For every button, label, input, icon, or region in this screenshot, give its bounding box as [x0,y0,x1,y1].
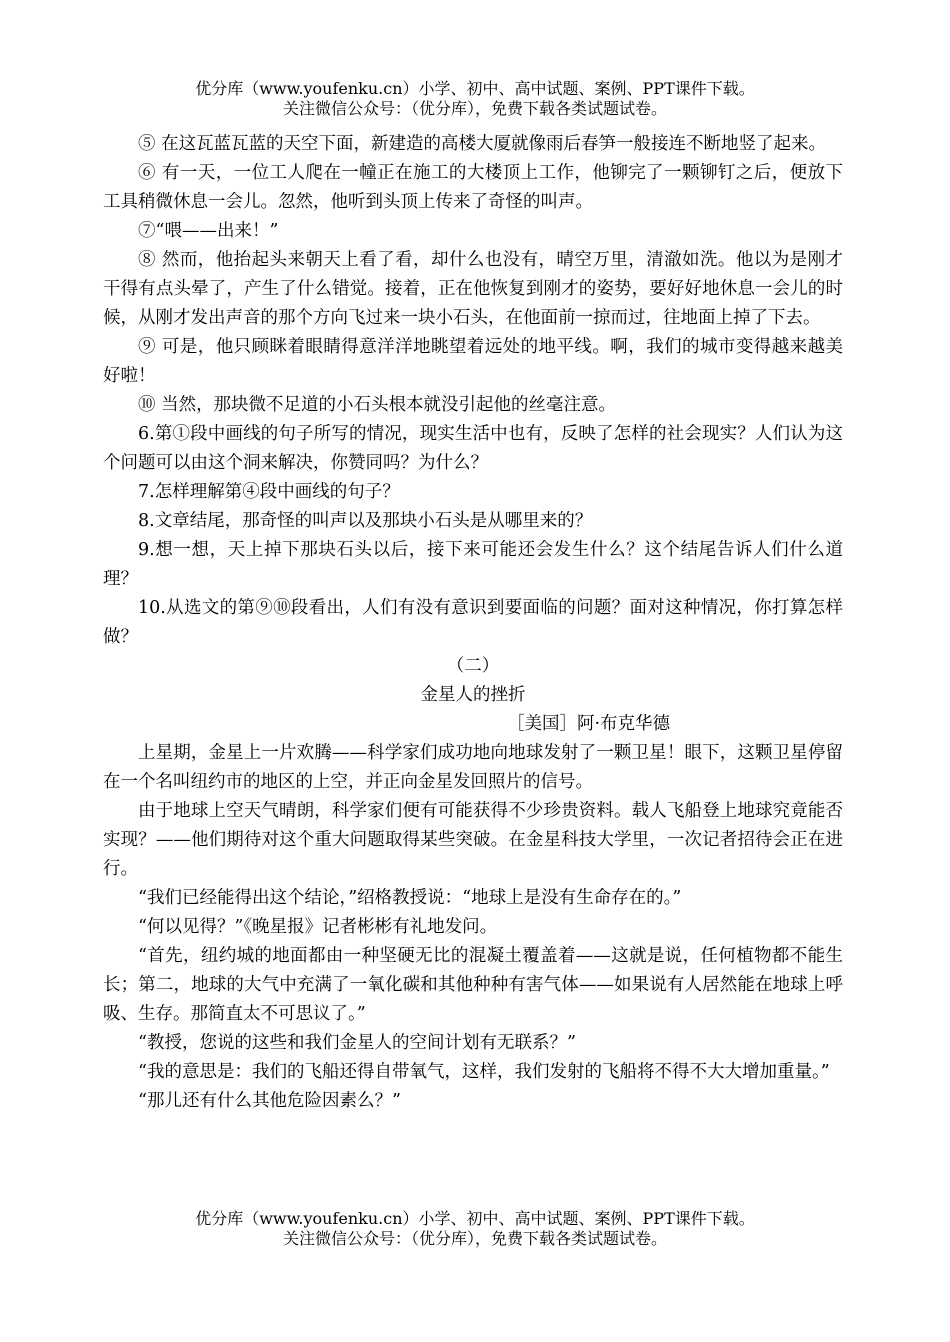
header-line-2: 关注微信公众号：（优分库），免费下载各类试题试卷。 [282,99,667,118]
article-paragraph: “何以见得？”《晚星报》记者彬彬有礼地发问。 [138,917,498,937]
question-6: 6.第①段中画线的句子所写的情况，现实生活中也有，反映了怎样的社会现实？人们认为这个问题可以由这个洞来解决，你赞同吗？为什么？ [103,424,843,473]
article-paragraph: 上星期，金星上一片欢腾——科学家们成功地向地球发射了一颗卫星！眼下，这颗卫星停留在一个名叫纽约市的地区的上空，并正向金星发回照片的信号。 [103,743,843,792]
article-paragraph: “教授，您说的这些和我们金星人的空间计划有无联系？” [138,1033,576,1053]
footer-line-2: 关注微信公众号：（优分库），免费下载各类试题试卷。 [282,1229,667,1248]
paragraph-8: ⑧ 然而，他抬起头来朝天上看了看，却什么也没有，晴空万里，清澈如洗。他以为是刚才干得有点头晕了，产生了什么错觉。接着，正在他恢复到刚才的姿势，要好好地休息一会儿的时候，从刚才发出声音的那个方向飞过来一块小石头，在他面前一掠而过，往地面上掉了下去。 [103,250,843,328]
article-paragraph: 由于地球上空天气晴朗，科学家们便有可能获得不少珍贵资料。载人飞船登上地球究竟能否实现？——他们期待对这个重大问题取得某些突破。在金星科技大学里，一次记者招待会正在进行。 [103,801,843,879]
article-paragraph: “我的意思是：我们的飞船还得自带氧气，这样，我们发射的飞船将不得不大大增加重量。” [138,1062,830,1082]
article-paragraph: “那儿还有什么其他危险因素么？” [138,1091,401,1111]
question-7: 7.怎样理解第④段中画线的句子？ [138,482,400,502]
page-footer [0,1209,950,1249]
document-body [103,130,843,1116]
page-header [0,79,950,119]
header-line-1: 优分库（www.youfenku.cn）小学、初中、高中试题、案例、PPT课件下载。 [195,79,755,98]
article-title: 金星人的挫折 [420,685,526,705]
paragraph-9: ⑨ 可是，他只顾眯着眼睛得意洋洋地眺望着远处的地平线。啊，我们的城市变得越来越美好啦！ [103,337,843,386]
paragraph-6: ⑥ 有一天，一位工人爬在一幢正在施工的大楼顶上工作，他铆完了一颗铆钉之后，便放下工具稍微休息一会儿。忽然，他听到头顶上传来了奇怪的叫声。 [103,163,843,212]
article-paragraph: “我们已经能得出这个结论，”绍格教授说：“地球上是没有生命存在的。” [138,888,682,908]
article-author: ［美国］阿·布克华德 [507,714,671,734]
footer-line-1: 优分库（www.youfenku.cn）小学、初中、高中试题、案例、PPT课件下载。 [195,1209,755,1228]
paragraph-7: ⑦“喂——出来！” [138,221,279,241]
section-number: （二） [446,656,500,676]
question-10: 10.从选文的第⑨⑩段看出，人们有没有意识到要面临的问题？面对这种情况，你打算怎样做？ [103,598,843,647]
paragraph-5: ⑤ 在这瓦蓝瓦蓝的天空下面，新建造的高楼大厦就像雨后春笋一般接连不断地竖了起来。 [138,134,827,154]
question-8: 8.文章结尾，那奇怪的叫声以及那块小石头是从哪里来的？ [138,511,593,531]
article-paragraph: “首先，纽约城的地面都由一种坚硬无比的混凝土覆盖着——这就是说，任何植物都不能生长；第二，地球的大气中充满了一氧化碳和其他种种有害气体——如果说有人居然能在地球上呼吸、生存。那简直太不可思议了。” [103,946,843,1024]
question-9: 9.想一想，天上掉下那块石头以后，接下来可能还会发生什么？这个结尾告诉人们什么道理？ [103,540,843,589]
paragraph-10: ⑩ 当然，那块微不足道的小石头根本就没引起他的丝毫注意。 [138,395,617,415]
